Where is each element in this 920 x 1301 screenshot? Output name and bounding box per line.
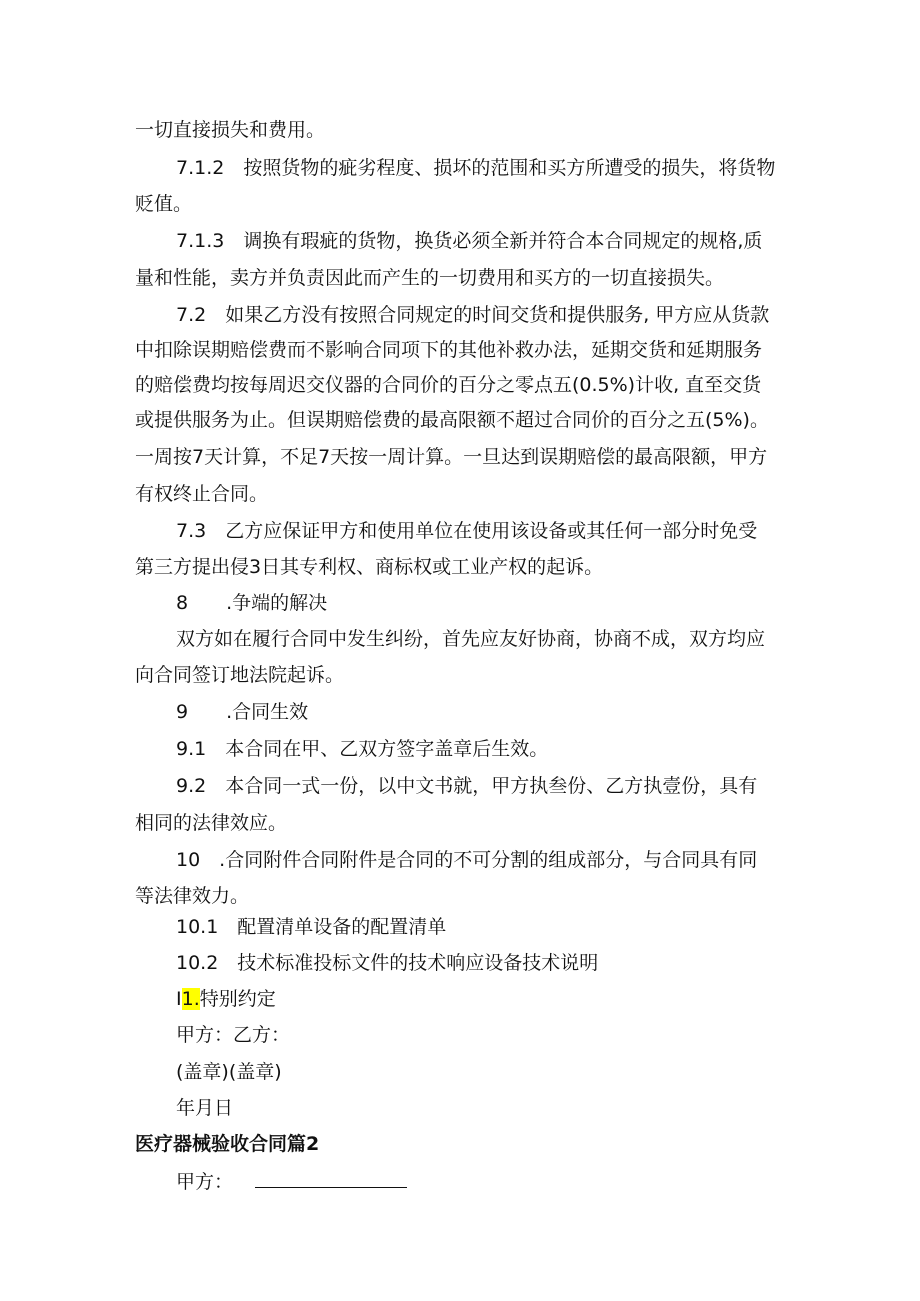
text-line: 10 .合同附件合同附件是合同的不可分割的组成部分，与合同具有同: [176, 849, 758, 871]
text-line: 9.2 本合同一式一份，以中文书就，甲方执叁份、乙方执壹份，具有: [176, 775, 758, 797]
text-line: 7.1.3 调换有瑕疵的货物，换货必须全新并符合本合同规定的规格,质: [176, 230, 763, 252]
special-title: 特别约定: [199, 988, 276, 1010]
text-line: 10.1 配置清单设备的配置清单: [176, 916, 447, 938]
text-line: 向合同签订地法院起诉。: [135, 664, 345, 686]
text-line: 等法律效力。: [135, 885, 250, 907]
text-line: 双方如在履行合同中发生纠纷，首先应友好协商，协商不成，双方均应: [176, 628, 766, 650]
text-line: 有权终止合同。: [135, 483, 269, 505]
text-line: 10.2 技术标准投标文件的技术响应设备技术说明: [176, 952, 599, 974]
party-a-row: [176, 1169, 407, 1194]
special-terms-heading: [176, 987, 276, 1011]
text-line: 量和性能，卖方并负责因此而产生的一切费用和买方的一切直接损失。: [135, 267, 725, 289]
text-line: 一周按7天计算，不足7天按一周计算。一旦达到误期赔偿的最高限额，甲方: [135, 446, 768, 468]
party-a-label: 甲方：: [176, 1171, 234, 1193]
text-line: 第三方提出侵3日其专利权、商标权或工业产权的起诉。: [135, 556, 604, 578]
text-line: 7.2 如果乙方没有按照合同规定的时间交货和提供服务, 甲方应从货款: [176, 304, 770, 326]
party-a-blank: [255, 1169, 407, 1188]
text-line: 或提供服务为止。但误期赔偿费的最高限额不超过合同价的百分之五(5%)。: [135, 409, 769, 431]
text-line: 的赔偿费均按每周迟交仪器的合同价的百分之零点五(0.5%)计收, 直至交货: [135, 374, 762, 396]
text-line: 中扣除误期赔偿费而不影响合同项下的其他补救办法，延期交货和延期服务: [135, 339, 763, 361]
signature-date: 年月日: [176, 1097, 234, 1119]
highlighted-number: 1.: [181, 988, 200, 1010]
text-line: 一切直接损失和费用。: [135, 119, 326, 141]
signature-seals: (盖章)(盖章): [176, 1061, 282, 1083]
text-line: 7.3 乙方应保证甲方和使用单位在使用该设备或其任何一部分时免受: [176, 520, 758, 542]
text-line: 7.1.2 按照货物的疵劣程度、损坏的范围和买方所遭受的损失，将货物: [176, 157, 776, 179]
text-line: 贬值。: [135, 193, 193, 215]
section-heading: 9 .合同生效: [176, 701, 309, 723]
document-heading: 医疗器械验收合同篇2: [135, 1133, 320, 1155]
signature-parties: 甲方：乙方：: [176, 1024, 291, 1046]
special-prefix: I: [176, 988, 182, 1010]
text-line: 9.1 本合同在甲、乙双方签字盖章后生效。: [176, 738, 549, 760]
text-line: 相同的法律效应。: [135, 812, 288, 834]
section-heading: 8 .争端的解决: [176, 592, 328, 614]
